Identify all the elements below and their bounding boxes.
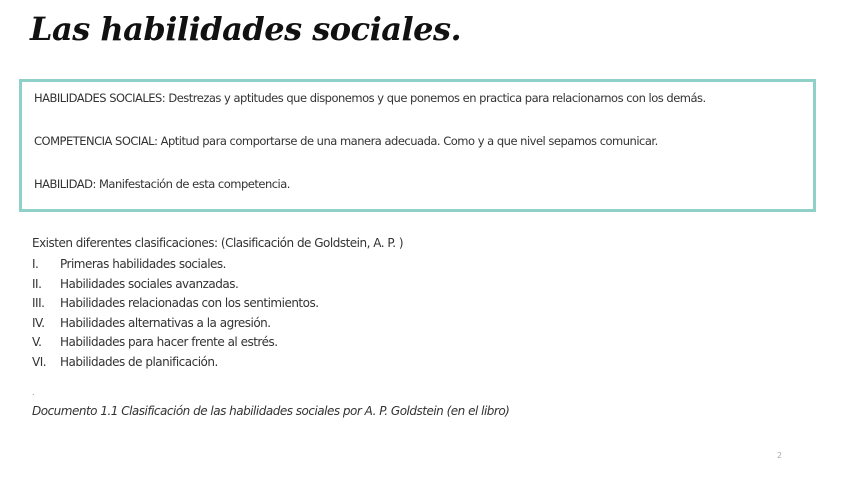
separator-dot: .: [32, 388, 35, 397]
list-numeral: IV.: [32, 315, 45, 330]
list-item-text: Habilidades sociales avanzadas.: [60, 276, 239, 291]
list-numeral: I.: [32, 257, 39, 271]
definition-habilidades-sociales: HABILIDADES SOCIALES: Destrezas y aptitudes que disponemos y que ponemos en practica para relacionarnos con los demás.: [34, 91, 706, 105]
definitions-box: [19, 79, 816, 212]
definition-habilidad: HABILIDAD: Manifestación de esta competencia.: [34, 177, 290, 191]
page-number: 2: [777, 451, 783, 460]
document-reference: Documento 1.1 Clasificación de las habilidades sociales por A. P. Goldstein (en el libro): [32, 404, 510, 418]
list-item-text: Primeras habilidades sociales.: [60, 257, 226, 271]
list-item-text: Habilidades para hacer frente al estrés.: [60, 335, 278, 349]
definition-competencia-social: COMPETENCIA SOCIAL: Aptitud para comportarse de una manera adecuada. Como y a que nivel sepamos comunicar.: [34, 134, 658, 148]
list-numeral: V.: [32, 335, 42, 349]
classifications-intro: Existen diferentes clasificaciones: (Clasificación de Goldstein, A. P. ): [32, 236, 404, 250]
list-item-text: Habilidades alternativas a la agresión.: [60, 315, 271, 330]
slide-title: Las habilidades sociales.: [30, 10, 462, 48]
list-numeral: VI.: [32, 354, 47, 369]
list-numeral: III.: [32, 296, 45, 310]
list-numeral: II.: [32, 276, 42, 291]
list-item-text: Habilidades relacionadas con los sentimientos.: [60, 296, 319, 310]
list-item-text: Habilidades de planificación.: [60, 354, 218, 369]
